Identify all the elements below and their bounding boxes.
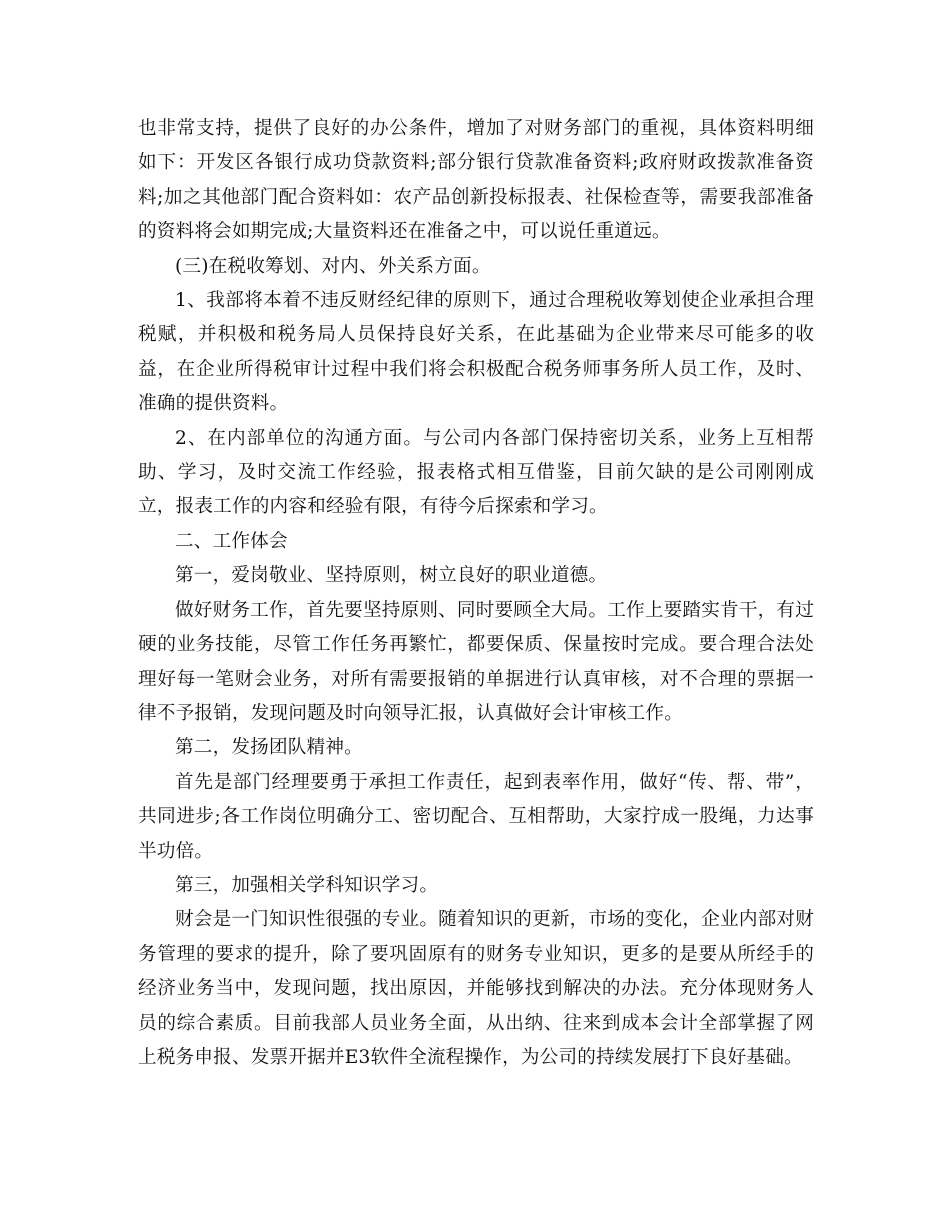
paragraph-knowledge-learning: 财会是一门知识性很强的专业。随着知识的更新，市场的变化，企业内部对财务管理的要求的提升，除了要巩固原有的财务专业知识，更多的是要从所经手的经济业务当中，发现问题，找出原因，并能够找到解决的办法。充分体现财务人员的综合素质。目前我部人员业务全面，从出纳、往来到成本会计全部掌握了网上税务申报、发票开据并E3软件全流程操作，为公司的持续发展打下良好基础。 [138,909,814,1068]
paragraph-internal-communication: 2、在内部单位的沟通方面。与公司内各部门保持密切关系，业务上互相帮助、学习，及时交流工作经验，报表格式相互借鉴，目前欠缺的是公司刚刚成立，报表工作的内容和经验有限，有待今后探索和学习。 [138,427,814,518]
paragraph-financial-materials: 也非常支持，提供了良好的办公条件，增加了对财务部门的重视，具体资料明细如下：开发区各银行成功贷款资料;部分银行贷款准备资料;政府财政拨款准备资料;加之其他部门配合资料如：农产品创新投标报表、社保检查等，需要我部准备的资料将会如期完成;大量资料还在准备之中，可以说任重道远。 [138,118,814,243]
subheading-knowledge-learning: 第三，加强相关学科知识学习。 [175,874,439,896]
document-body [138,112,814,1075]
subheading-professional-ethics: 第一，爱岗敬业、坚持原则，树立良好的职业道德。 [175,565,608,587]
paragraph-tax-planning: 1、我部将本着不违反财经纪律的原则下，通过合理税收筹划使企业承担合理税赋，并积极和税务局人员保持良好关系，在此基础为企业带来尽可能多的收益，在企业所得税审计过程中我们将会积极配合税务师事务所人员工作，及时、准确的提供资料。 [138,290,814,415]
section-heading-work-experience: 二、工作体会 [175,530,288,552]
subheading-team-spirit: 第二，发扬团队精神。 [175,737,363,759]
paragraph-team-spirit: 首先是部门经理要勇于承担工作责任，起到表率作用，做好“传、帮、带”，共同进步;各工作岗位明确分工、密切配合、互相帮助，大家拧成一股绳，力达事半功倍。 [138,771,814,862]
section-heading-tax-relations: (三)在税收筹划、对内、外关系方面。 [175,255,491,277]
paragraph-professional-ethics: 做好财务工作，首先要坚持原则、同时要顾全大局。工作上要踏实肯干，有过硬的业务技能，尽管工作任务再繁忙，都要保质、保量按时完成。要合理合法处理好每一笔财会业务，对所有需要报销的单据进行认真审核，对不合理的票据一律不予报销，发现问题及时向领导汇报，认真做好会计审核工作。 [138,599,814,724]
